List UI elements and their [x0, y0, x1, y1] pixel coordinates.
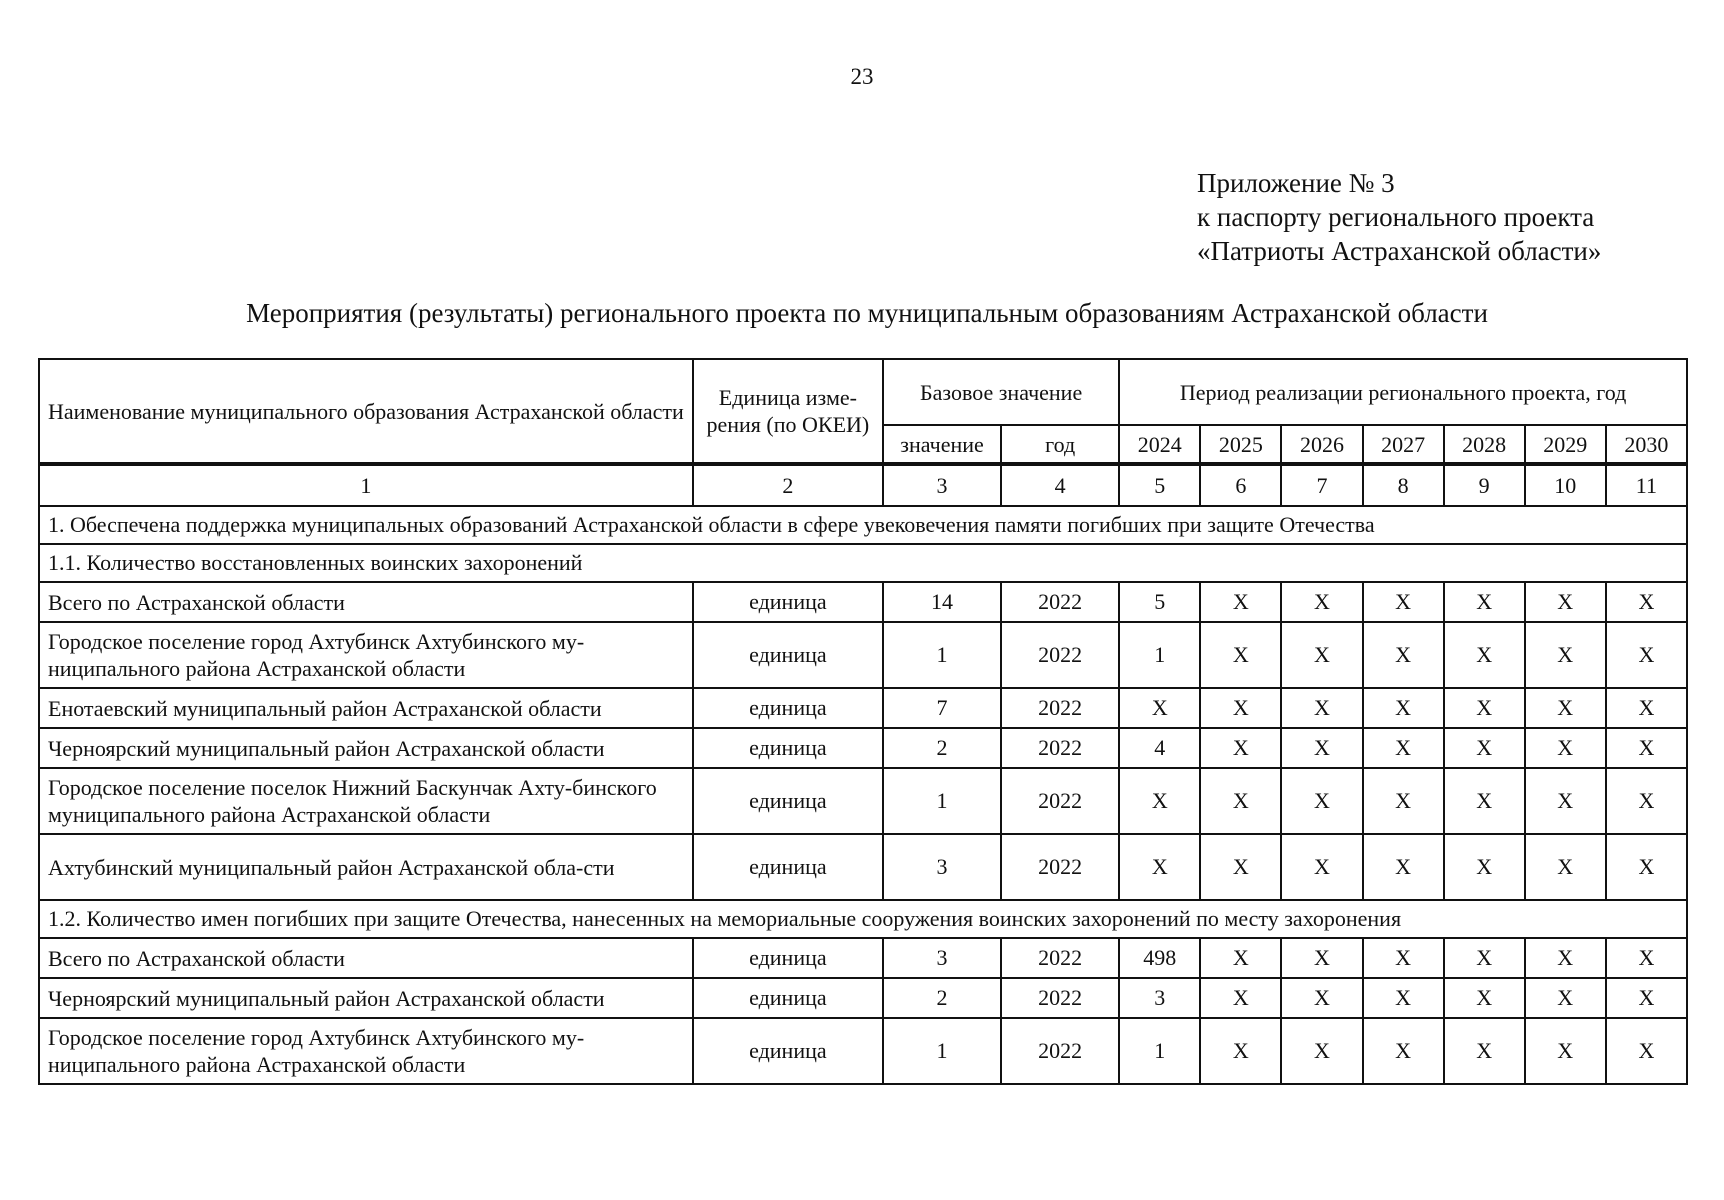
- year-value-cell: X: [1200, 768, 1281, 834]
- table-body: [39, 464, 1687, 582]
- base-year-cell: 2022: [1001, 582, 1119, 622]
- year-value-cell: 5: [1119, 582, 1200, 622]
- year-value-cell: X: [1200, 582, 1281, 622]
- municipality-name: Черноярский муниципальный район Астраханской области: [39, 978, 693, 1018]
- base-year-cell: 2022: [1001, 978, 1119, 1018]
- header-period: Период реализации регионального проекта, год: [1119, 359, 1687, 425]
- year-value-cell: X: [1200, 938, 1281, 978]
- table-row: [39, 622, 1687, 688]
- table-row: [39, 978, 1687, 1018]
- base-value-cell: 2: [883, 978, 1001, 1018]
- year-value-cell: X: [1363, 688, 1444, 728]
- year-value-cell: X: [1363, 622, 1444, 688]
- year-value-cell: 1: [1119, 1018, 1200, 1084]
- column-number: 10: [1525, 464, 1606, 506]
- year-value-cell: X: [1363, 582, 1444, 622]
- table-row: [39, 582, 1687, 622]
- table-row: [39, 938, 1687, 978]
- year-value-cell: X: [1119, 688, 1200, 728]
- year-value-cell: X: [1525, 1018, 1606, 1084]
- unit-cell: единица: [693, 688, 883, 728]
- header-year: 2026: [1281, 425, 1362, 464]
- column-number: 6: [1200, 464, 1281, 506]
- column-number-row: [39, 464, 1687, 506]
- year-value-cell: X: [1363, 834, 1444, 900]
- header-year: 2030: [1606, 425, 1687, 464]
- appendix-note: [1197, 166, 1601, 268]
- year-value-cell: X: [1444, 978, 1525, 1018]
- table-body-1-2: [39, 938, 1687, 1084]
- base-value-cell: 3: [883, 938, 1001, 978]
- column-number: 9: [1444, 464, 1525, 506]
- municipality-name: Черноярский муниципальный район Астраханской области: [39, 728, 693, 768]
- year-value-cell: X: [1200, 688, 1281, 728]
- header-year: 2028: [1444, 425, 1525, 464]
- header-base-value-number: значение: [883, 425, 1001, 464]
- table-header: [39, 359, 1687, 464]
- table-body-1-1: [39, 582, 1687, 900]
- year-value-cell: X: [1525, 688, 1606, 728]
- column-number: 1: [39, 464, 693, 506]
- column-number: 8: [1363, 464, 1444, 506]
- year-value-cell: X: [1525, 582, 1606, 622]
- base-year-cell: 2022: [1001, 622, 1119, 688]
- year-value-cell: 3: [1119, 978, 1200, 1018]
- header-base-year: год: [1001, 425, 1119, 464]
- unit-cell: единица: [693, 978, 883, 1018]
- year-value-cell: 498: [1119, 938, 1200, 978]
- year-value-cell: X: [1281, 768, 1362, 834]
- base-value-cell: 1: [883, 768, 1001, 834]
- unit-cell: единица: [693, 622, 883, 688]
- year-value-cell: X: [1363, 1018, 1444, 1084]
- base-value-cell: 1: [883, 622, 1001, 688]
- municipality-name: Городское поселение поселок Нижний Баскунчак Ахту-бинского муниципального района Астраханской области: [39, 768, 693, 834]
- year-value-cell: X: [1200, 1018, 1281, 1084]
- base-year-cell: 2022: [1001, 938, 1119, 978]
- unit-cell: единица: [693, 938, 883, 978]
- municipality-name: Енотаевский муниципальный район Астраханской области: [39, 688, 693, 728]
- header-unit: Единица изме-рения (по ОКЕИ): [693, 359, 883, 464]
- unit-cell: единица: [693, 1018, 883, 1084]
- year-value-cell: X: [1606, 622, 1687, 688]
- year-value-cell: X: [1281, 728, 1362, 768]
- year-value-cell: X: [1281, 622, 1362, 688]
- table-row: [39, 688, 1687, 728]
- year-value-cell: X: [1525, 728, 1606, 768]
- appendix-line: к паспорту регионального проекта: [1197, 202, 1595, 232]
- year-value-cell: X: [1444, 834, 1525, 900]
- year-value-cell: X: [1444, 768, 1525, 834]
- year-value-cell: 4: [1119, 728, 1200, 768]
- appendix-line: Приложение № 3: [1197, 168, 1395, 198]
- subsection-row: [39, 900, 1687, 938]
- year-value-cell: X: [1525, 622, 1606, 688]
- municipality-name: Городское поселение город Ахтубинск Ахтубинского му-ниципального района Астраханской области: [39, 1018, 693, 1084]
- unit-cell: единица: [693, 768, 883, 834]
- column-number: 3: [883, 464, 1001, 506]
- municipality-name: Городское поселение город Ахтубинск Ахтубинского му-ниципального района Астраханской области: [39, 622, 693, 688]
- base-year-cell: 2022: [1001, 768, 1119, 834]
- year-value-cell: X: [1200, 834, 1281, 900]
- header-base-value: Базовое значение: [883, 359, 1119, 425]
- subsection-title: 1.1. Количество восстановленных воинских захоронений: [39, 544, 1687, 582]
- section-row: [39, 506, 1687, 544]
- year-value-cell: X: [1444, 622, 1525, 688]
- base-year-cell: 2022: [1001, 834, 1119, 900]
- year-value-cell: X: [1444, 728, 1525, 768]
- column-number: 2: [693, 464, 883, 506]
- year-value-cell: X: [1444, 1018, 1525, 1084]
- year-value-cell: X: [1119, 834, 1200, 900]
- year-value-cell: X: [1363, 938, 1444, 978]
- year-value-cell: X: [1200, 622, 1281, 688]
- municipality-name: Всего по Астраханской области: [39, 938, 693, 978]
- subsection-title: 1.2. Количество имен погибших при защите Отечества, нанесенных на мемориальные сооружения воинских захоронений по месту захоронения: [39, 900, 1687, 938]
- year-value-cell: X: [1281, 834, 1362, 900]
- year-value-cell: X: [1606, 834, 1687, 900]
- table-row: [39, 728, 1687, 768]
- unit-cell: единица: [693, 728, 883, 768]
- base-value-cell: 7: [883, 688, 1001, 728]
- year-value-cell: X: [1525, 938, 1606, 978]
- year-value-cell: X: [1200, 978, 1281, 1018]
- base-year-cell: 2022: [1001, 1018, 1119, 1084]
- base-value-cell: 3: [883, 834, 1001, 900]
- subsection-row: [39, 544, 1687, 582]
- base-value-cell: 14: [883, 582, 1001, 622]
- table-row: [39, 768, 1687, 834]
- base-year-cell: 2022: [1001, 728, 1119, 768]
- year-value-cell: X: [1606, 688, 1687, 728]
- year-value-cell: X: [1606, 938, 1687, 978]
- column-number: 7: [1281, 464, 1362, 506]
- column-number: 5: [1119, 464, 1200, 506]
- year-value-cell: 1: [1119, 622, 1200, 688]
- table-row: [39, 1018, 1687, 1084]
- year-value-cell: X: [1281, 978, 1362, 1018]
- header-year: 2027: [1363, 425, 1444, 464]
- year-value-cell: X: [1363, 728, 1444, 768]
- year-value-cell: X: [1281, 938, 1362, 978]
- unit-cell: единица: [693, 582, 883, 622]
- table-body-subsection: [39, 900, 1687, 938]
- column-number: 4: [1001, 464, 1119, 506]
- year-value-cell: X: [1444, 582, 1525, 622]
- municipality-name: Ахтубинский муниципальный район Астраханской обла-сти: [39, 834, 693, 900]
- year-value-cell: X: [1606, 582, 1687, 622]
- base-year-cell: 2022: [1001, 688, 1119, 728]
- year-value-cell: X: [1363, 768, 1444, 834]
- header-name: Наименование муниципального образования Астраханской области: [39, 359, 693, 464]
- results-table: [38, 358, 1688, 1085]
- header-year: 2025: [1200, 425, 1281, 464]
- year-value-cell: X: [1525, 768, 1606, 834]
- header-year: 2029: [1525, 425, 1606, 464]
- year-value-cell: X: [1606, 768, 1687, 834]
- year-value-cell: X: [1281, 688, 1362, 728]
- table-row: [39, 834, 1687, 900]
- year-value-cell: X: [1606, 1018, 1687, 1084]
- base-value-cell: 1: [883, 1018, 1001, 1084]
- year-value-cell: X: [1281, 582, 1362, 622]
- appendix-line: «Патриоты Астраханской области»: [1197, 236, 1602, 266]
- unit-cell: единица: [693, 834, 883, 900]
- municipality-name: Всего по Астраханской области: [39, 582, 693, 622]
- year-value-cell: X: [1525, 978, 1606, 1018]
- year-value-cell: X: [1444, 938, 1525, 978]
- column-number: 11: [1606, 464, 1687, 506]
- page-number: 23: [850, 64, 874, 89]
- year-value-cell: X: [1363, 978, 1444, 1018]
- year-value-cell: X: [1606, 728, 1687, 768]
- year-value-cell: X: [1119, 768, 1200, 834]
- section-title: 1. Обеспечена поддержка муниципальных образований Астраханской области в сфере увековечения памяти погибших при защите Отечества: [39, 506, 1687, 544]
- year-value-cell: X: [1281, 1018, 1362, 1084]
- document-title: Мероприятия (результаты) регионального проекта по муниципальным образованиям Астраханской области: [246, 298, 1488, 328]
- year-value-cell: X: [1444, 688, 1525, 728]
- base-value-cell: 2: [883, 728, 1001, 768]
- header-year: 2024: [1119, 425, 1200, 464]
- year-value-cell: X: [1200, 728, 1281, 768]
- year-value-cell: X: [1606, 978, 1687, 1018]
- year-value-cell: X: [1525, 834, 1606, 900]
